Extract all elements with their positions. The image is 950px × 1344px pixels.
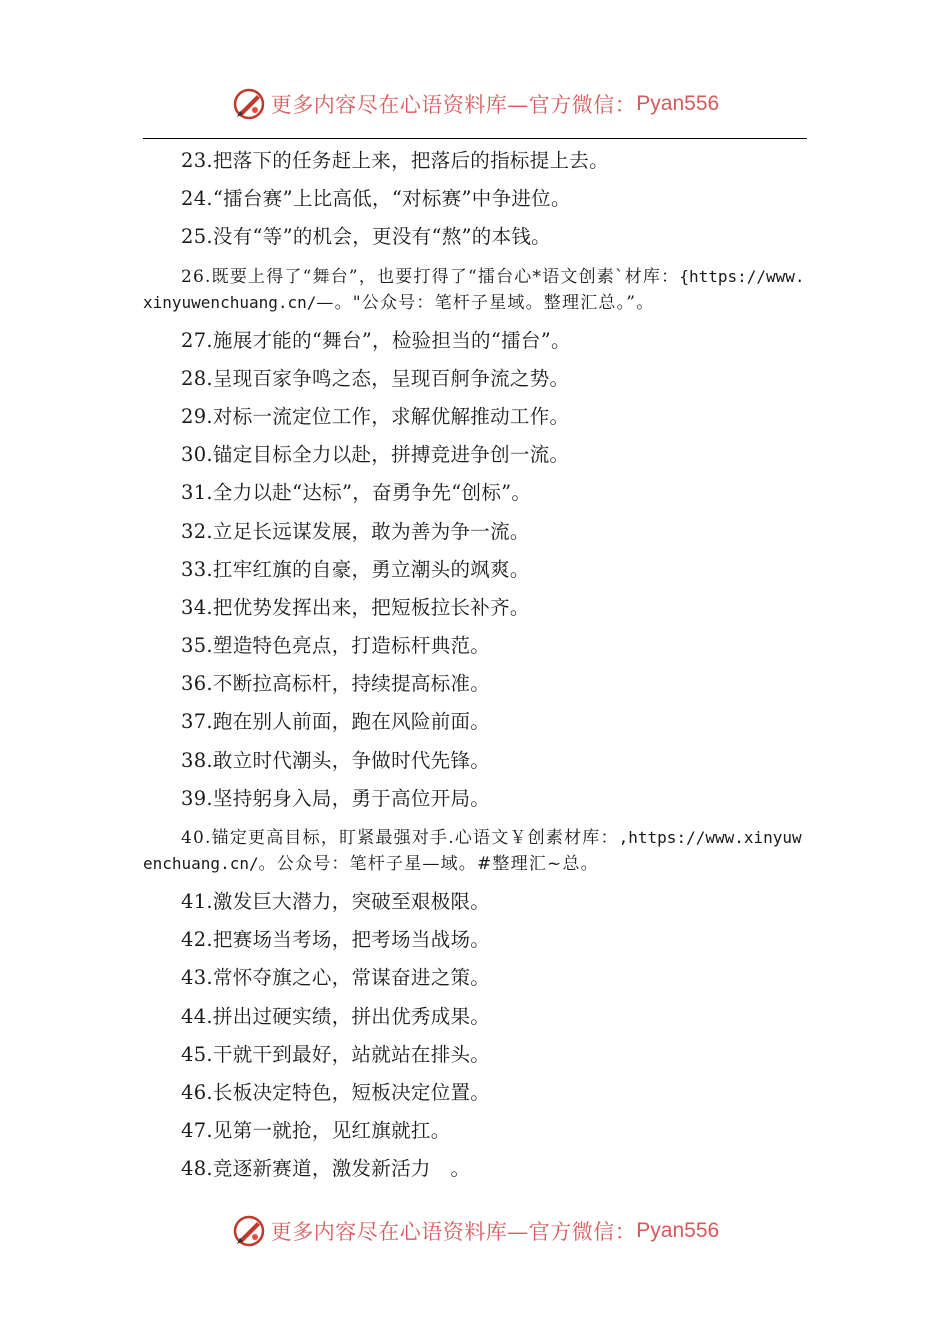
list-item: 48.竞逐新赛道，激发新活力 。 — [181, 1157, 471, 1181]
header-text: 更多内容尽在心语资料库—官方微信： — [270, 93, 637, 117]
list-item: 27.施展才能的“舞台”，检验担当的“擂台”。 — [181, 328, 571, 352]
list-item: 25.没有“等”的机会，更没有“熬”的本钱。 — [181, 225, 551, 249]
list-item: 38.敢立时代潮头，争做时代先锋。 — [181, 748, 491, 772]
footer-banner — [0, 1209, 950, 1253]
paragraph-40-tail: 。公众号：笔杆子星—域。#整理汇~总。 — [258, 854, 599, 874]
list-item: 29.对标一流定位工作，求解优解推动工作。 — [181, 404, 570, 428]
header-rule — [143, 138, 807, 139]
paragraph-40 — [143, 818, 807, 883]
list-item: 37.跑在别人前面，跑在风险前面。 — [181, 710, 491, 734]
paragraph-26-tail: —。"公众号：笔杆子星域。整理汇总。”。 — [316, 292, 655, 313]
footer-text: 更多内容尽在心语资料库—官方微信： — [270, 1220, 637, 1244]
list-item: 31.全力以赴“达标”，奋勇争先“创标”。 — [181, 481, 532, 505]
footer-wechat-id: Pyan556 — [636, 1219, 720, 1242]
list-item: 32.立足长远谋发展，敢为善为争一流。 — [181, 519, 530, 543]
list-item: 43.常怀夺旗之心，常谋奋进之策。 — [181, 966, 491, 990]
pen-seal-icon — [231, 86, 267, 122]
paragraph-40-text: 40.锚定更高目标，盯紧最强对手.心语文￥创素材库： — [181, 828, 619, 848]
paragraph-26-url: {https://www.xinyuwenchuang.cn/ — [143, 266, 805, 312]
list-item: 41.激发巨大潜力，突破至艰极限。 — [181, 890, 491, 913]
paragraph-26-text: 26.既要上得了“舞台”，也要打得了“擂台心*语文创素`材库： — [181, 266, 680, 287]
document-body — [143, 142, 807, 1189]
paragraph-40-url: ,https://www.xinyuwenchuang.cn/ — [143, 828, 802, 873]
list-item: 39.坚持躬身入局，勇于高位开局。 — [181, 786, 491, 810]
paragraph-26 — [143, 257, 807, 322]
list-item: 36.不断拉高标杆，持续提高标准。 — [181, 672, 491, 696]
list-item: 28.呈现百家争鸣之态，呈现百舸争流之势。 — [181, 366, 570, 390]
list-item: 35.塑造特色亮点，打造标杆典范。 — [181, 634, 491, 658]
list-item: 44.拼出过硬实绩，拼出优秀成果。 — [181, 1004, 491, 1028]
list-item: 34.把优势发挥出来，把短板拉长补齐。 — [181, 595, 530, 619]
list-item: 46.长板决定特色，短板决定位置。 — [181, 1080, 491, 1104]
list-item: 42.把赛场当考场，把考场当战场。 — [181, 928, 491, 952]
header-wechat-id: Pyan556 — [636, 92, 720, 115]
list-item: 45.干就干到最好，站就站在排头。 — [181, 1042, 491, 1066]
list-item: 30.锚定目标全力以赴，拼搏竞进争创一流。 — [181, 443, 570, 467]
list-item: 24.“擂台赛”上比高低，“对标赛”中争进位。 — [181, 187, 571, 211]
header-banner — [0, 82, 950, 126]
pen-seal-icon — [231, 1213, 267, 1249]
list-item: 33.扛牢红旗的自豪，勇立潮头的飒爽。 — [181, 557, 530, 581]
list-item: 23.把落下的任务赶上来，把落后的指标提上去。 — [181, 149, 609, 172]
list-item: 47.见第一就抢，见红旗就扛。 — [181, 1119, 451, 1143]
